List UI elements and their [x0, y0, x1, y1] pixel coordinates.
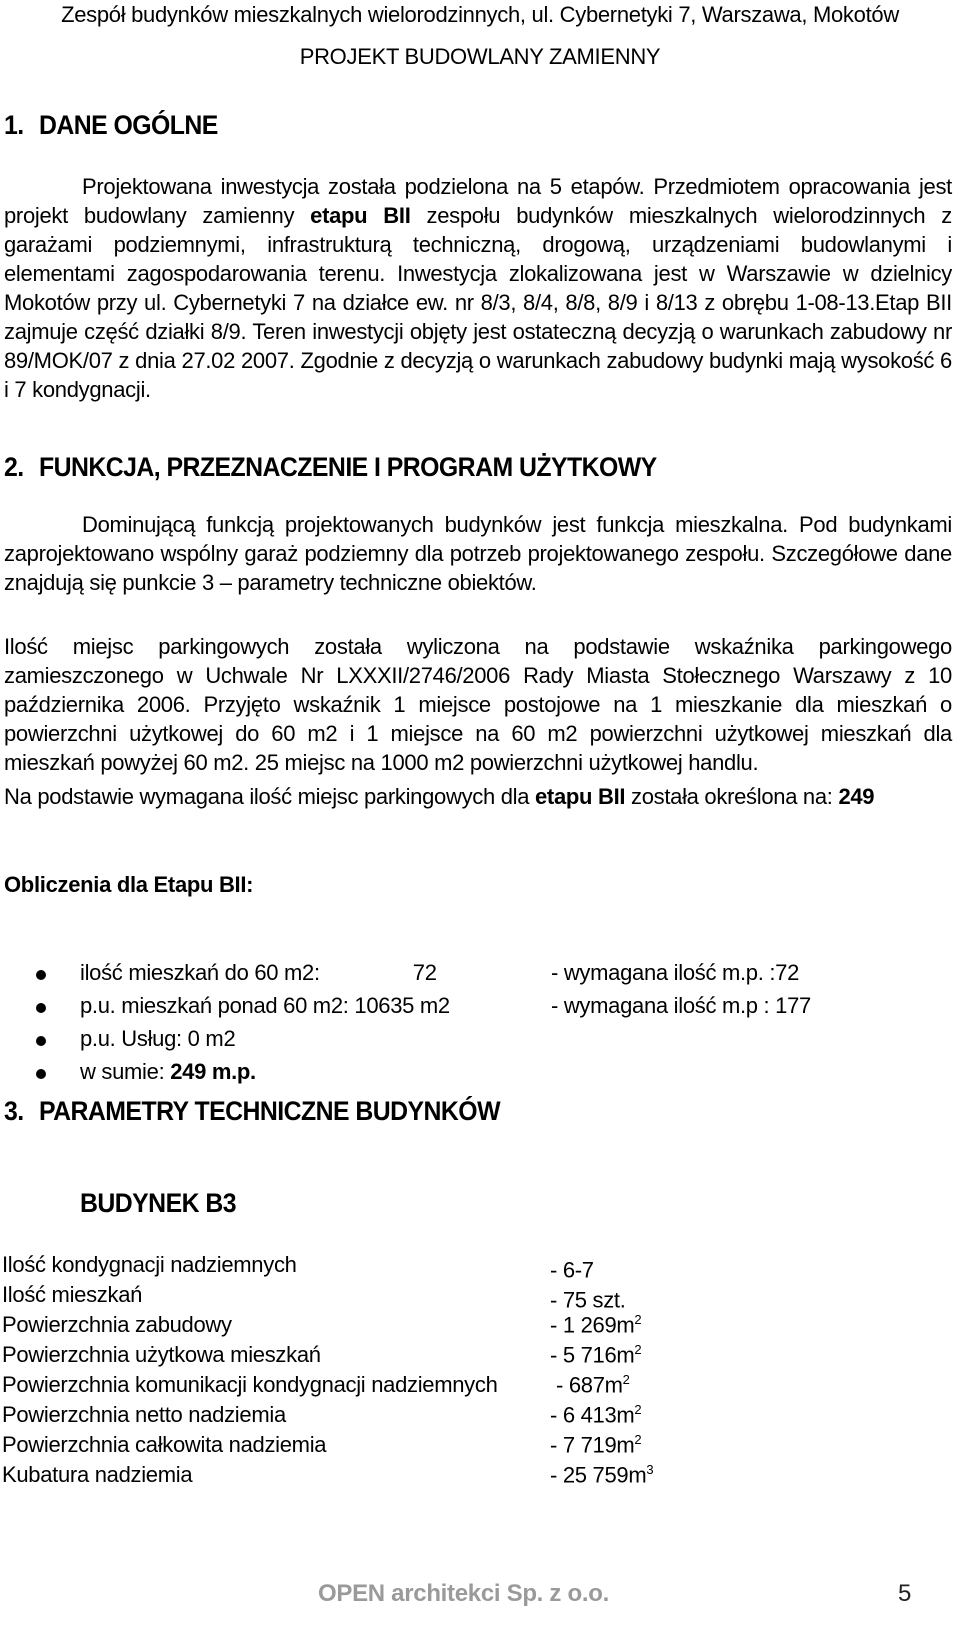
section-2-paragraph-2 [4, 632, 952, 777]
bullet-icon [36, 1069, 46, 1079]
param-value: - 1 $269m^2$ [550, 1312, 642, 1338]
calc-left: ilość mieszkań do 60 m2: 72 [80, 960, 437, 985]
parameters-table [0, 1252, 960, 1492]
section-1-title: DANE OGÓLNE [38, 110, 218, 140]
section-1-text-a: Projektowana inwestycja została podzielona na 5 etapów. Przedmiotem opracowania jest projekt budowlany zamienny [4, 174, 952, 228]
table-row [0, 1312, 960, 1342]
param-label: Powierzchnia komunikacji kondygnacji nadziemnych [2, 1372, 498, 1397]
section-2-number: 2. [4, 452, 24, 482]
param-value: - $687m^2$ [556, 1372, 630, 1398]
param-value: - 5 $716m^2$ [550, 1342, 642, 1368]
building-heading: BUDYNEK B3 [80, 1188, 236, 1218]
table-row [0, 1432, 960, 1462]
section-1-paragraph [4, 172, 952, 404]
param-label: Powierzchnia netto nadziemia [2, 1402, 286, 1427]
table-row [0, 1462, 960, 1492]
section-1-heading [4, 110, 218, 141]
list-item [0, 993, 960, 1026]
header-project-title: Zespół budynków mieszkalnych wielorodzinnych, ul. Cybernetyki 7, Warszawa, Mokotów [61, 2, 899, 27]
section-3-title: PARAMETRY TECHNICZNE BUDYNKÓW [38, 1096, 500, 1126]
section-2-text-3a: Na podstawie wymagana ilość miejsc parkingowych dla [4, 784, 535, 809]
section-2-text-1: Dominującą funkcją projektowanych budynków jest funkcja mieszkalna. Pod budynkami zaprojektowano wspólny garaż podziemny dla potrzeb projektowanego zespołu. Szczegółowe dane znajdują się punkcie 3 – parametry techniczne obiektów. [4, 512, 952, 595]
param-value: - 25 $759m^3$ [550, 1462, 654, 1488]
param-value: - 6 $413m^2$ [550, 1402, 642, 1428]
param-label: Powierzchnia użytkowa mieszkań [2, 1342, 321, 1367]
section-1-text-b: zespołu budynków mieszkalnych wielorodzinnych z garażami podziemnymi, infrastrukturą techniczną, drogową, urządzeniami budowlanymi i elementami zagospodarowania terenu. Inwestycja zlokalizowana jest w Warszawie w dzielnicy Mokotów przy ul. Cybernetyki 7 na działce ew. nr 8/3, 8/4, 8/8, 8/9 i 8/13 z obrębu 1-08-13.Etap BII zajmuje część działki 8/9. Teren inwestycji objęty jest ostateczną decyzją o warunkach zabudowy nr 89/MOK/07 z dnia 27.02 2007. Zgodnie z decyzją o warunkach zabudowy budynki mają wysokość 6 i 7 kondygnacji. [4, 203, 952, 402]
section-2-text-3-bold: etapu BII [535, 784, 626, 809]
calc-right: - wymagana ilość m.p. :72 [551, 960, 800, 985]
sum-label: w sumie: [80, 1059, 171, 1084]
section-2-heading [4, 452, 657, 483]
header-document-type: PROJEKT BUDOWLANY ZAMIENNY [299, 44, 661, 69]
table-row [0, 1282, 960, 1312]
calc-right: - wymagana ilość m.p : 177 [551, 993, 811, 1018]
page-footer [0, 1580, 960, 1616]
param-value: - 6-7 [550, 1257, 594, 1283]
footer-company: OPEN architekci Sp. z o.o. [318, 1580, 609, 1607]
table-row [0, 1402, 960, 1432]
section-2-text-2: Ilość miejsc parkingowych została wyliczona na podstawie wskaźnika parkingowego zamieszczonego w Uchwale Nr LXXXII/2746/2006 Rady Miasta Stołecznego Warszawy z 10 października 2006. Przyjęto wskaźnik 1 miejsce postojowe na 1 mieszkanie dla mieszkań o powierzchni użytkowej do 60 m2 i 1 miejsce na 60 m2 powierzchni użytkowej mieszkań dla mieszkań powyżej 60 m2. 25 miejsc na 1000 m2 powierzchni użytkowej handlu. [4, 634, 952, 775]
section-2-paragraph-3 [4, 782, 952, 811]
bullet-icon [36, 1003, 46, 1013]
sum-value: 249 m.p. [170, 1059, 256, 1084]
parking-total-value: 249 [838, 784, 875, 809]
table-row [0, 1372, 960, 1402]
param-value: - 75 szt. [550, 1287, 626, 1313]
section-1-number: 1. [4, 110, 24, 140]
section-1-text-bold: etapu BII [310, 203, 411, 228]
section-2-paragraph-1 [4, 510, 952, 597]
section-3-number: 3. [4, 1096, 24, 1126]
section-2-text-3b: została określona na: [625, 784, 839, 809]
param-label: Powierzchnia całkowita nadziemia [2, 1432, 327, 1457]
param-label: Ilość kondygnacji nadziemnych [2, 1252, 297, 1277]
list-item [0, 1059, 960, 1092]
calculation-list [0, 960, 960, 1092]
section-3-heading [4, 1096, 500, 1127]
param-label: Powierzchnia zabudowy [2, 1312, 232, 1337]
calc-sum [80, 1059, 256, 1085]
param-label: Ilość mieszkań [2, 1282, 143, 1307]
param-value: - 7 $719m^2$ [550, 1432, 642, 1458]
list-item [0, 960, 960, 993]
section-2-title: FUNKCJA, PRZEZNACZENIE I PROGRAM UŻYTKOWY [38, 452, 657, 482]
bullet-icon [36, 1036, 46, 1046]
page-number: 5 [898, 1580, 912, 1607]
calc-left: p.u. mieszkań ponad 60 m2: 10635 m2 [80, 993, 450, 1018]
list-item [0, 1026, 960, 1059]
param-label: Kubatura nadziemia [2, 1462, 193, 1487]
bullet-icon [36, 970, 46, 980]
calculation-heading: Obliczenia dla Etapu BII: [4, 872, 254, 897]
table-row [0, 1252, 960, 1282]
calc-left: p.u. Usług: 0 m2 [80, 1026, 236, 1051]
table-row [0, 1342, 960, 1372]
